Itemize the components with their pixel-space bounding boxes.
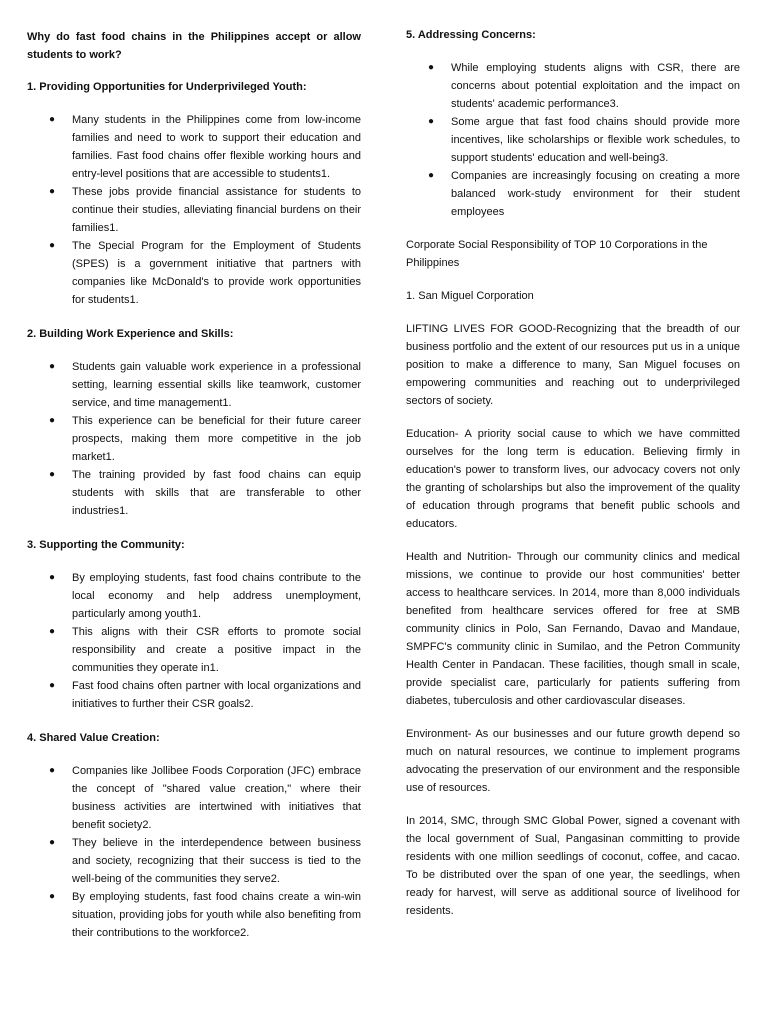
list-item-text: They believe in the interdependence between business and society, recognizing that their success is tied to the well-being of the communities they serve2. <box>72 837 361 885</box>
list-item-text: Companies like Jollibee Foods Corporation (JFC) embrace the concept of "shared value creation," where their business activities are intertwined with initiatives that benefit society2. <box>72 765 361 831</box>
section-heading: 4. Shared Value Creation: <box>27 732 160 744</box>
section-4 <box>27 729 361 942</box>
left-column <box>27 20 361 942</box>
paragraph-lifting-lives: LIFTING LIVES FOR GOOD-Recognizing that the breadth of our business portfolio and the extent of our resources put us in a unique position to make a difference to many, San Miguel focuses on empowering communities and reaching out to underprivileged sectors of society. <box>406 323 740 407</box>
bullet-icon: ● <box>49 891 56 902</box>
list-item-text: This experience can be beneficial for their future career prospects, making them more competitive in the job market1. <box>72 415 361 463</box>
bullet-icon: ● <box>49 572 56 583</box>
paragraph-seedlings: In 2014, SMC, through SMC Global Power, signed a covenant with the local government of Sual, Pangasinan committing to provide residents with one million seedlings of coconut, coffee, and cacao. To be distributed over the span of one year, the seedlings, when ready for harvest, will serve as additional source of livelihood for residents. <box>406 815 740 917</box>
list-item <box>27 358 361 412</box>
question-heading: Why do fast food chains in the Philippines accept or allow students to work? <box>27 31 361 61</box>
list-item-text: Many students in the Philippines come from low-income families and need to work to support their education and families. Fast food chains offer flexible working hours and entry-level positions that are accessible to students1. <box>72 114 361 180</box>
list-item <box>27 237 361 309</box>
bullet-list <box>27 569 361 713</box>
right-column <box>406 20 740 935</box>
section-heading: 2. Building Work Experience and Skills: <box>27 328 234 340</box>
bullet-list <box>27 111 361 309</box>
bullet-icon: ● <box>49 765 56 776</box>
bullet-icon: ● <box>49 680 56 691</box>
list-item-text: While employing students aligns with CSR, there are concerns about potential exploitation and the impact on students' academic performance3. <box>451 62 740 110</box>
section-1 <box>27 78 361 309</box>
list-item <box>27 111 361 183</box>
list-item <box>27 888 361 942</box>
list-item <box>27 412 361 466</box>
bullet-list <box>406 59 740 221</box>
bullet-icon: ● <box>49 240 56 251</box>
list-item-text: Fast food chains often partner with local organizations and initiatives to further their CSR goals2. <box>72 680 361 710</box>
bullet-icon: ● <box>49 469 56 480</box>
list-item-text: This aligns with their CSR efforts to promote social responsibility and create a positive impact in the communities they operate in1. <box>72 626 361 674</box>
list-item <box>27 569 361 623</box>
list-item <box>406 113 740 167</box>
section-2 <box>27 325 361 520</box>
bullet-icon: ● <box>49 415 56 426</box>
section-heading: 3. Supporting the Community: <box>27 539 185 551</box>
bullet-icon: ● <box>49 114 56 125</box>
bullet-icon: ● <box>49 361 56 372</box>
bullet-list <box>27 358 361 520</box>
bullet-list <box>27 762 361 942</box>
list-item-text: Students gain valuable work experience in a professional setting, learning essential skills like teamwork, customer service, and time management1. <box>72 361 361 409</box>
list-item-text: Some argue that fast food chains should provide more incentives, like scholarships or flexible work schedules, to support students' education and well-being3. <box>451 116 740 164</box>
section-3 <box>27 536 361 713</box>
list-item-text: By employing students, fast food chains contribute to the local economy and help address unemployment, particularly among youth1. <box>72 572 361 620</box>
paragraph-health: Health and Nutrition- Through our community clinics and medical missions, we continue to provide our host communities' better access to healthcare services. In 2014, more than 8,000 individuals benefited from healthcare services offered for free at SMB community clinics in Polo, San Fernando, Davao and Mandaue, SMPFC's community clinic in Sumilao, and the Petron Community Health Center in Pandacan. These facilities, though small in scale, provide specialist care, particularly for patients suffering from diabetes, tuberculosis and other cardiovascular diseases. <box>406 551 740 707</box>
section-heading: 1. Providing Opportunities for Underprivileged Youth: <box>27 81 307 93</box>
list-item-text: By employing students, fast food chains create a win-win situation, providing jobs for youth while also benefiting from their contributions to the workforce2. <box>72 891 361 939</box>
list-item-text: The training provided by fast food chains can equip students with skills that are transferable to other industries1. <box>72 469 361 517</box>
list-item <box>406 167 740 221</box>
bullet-icon: ● <box>428 62 435 73</box>
list-item-text: Companies are increasingly focusing on creating a more balanced work-study environment for their student employees <box>451 170 740 218</box>
list-item <box>27 183 361 237</box>
list-item-text: The Special Program for the Employment of Students (SPES) is a government initiative that partners with companies like McDonald's to provide work opportunities for students1. <box>72 240 361 306</box>
list-item <box>27 834 361 888</box>
list-item <box>27 762 361 834</box>
company-heading: 1. San Miguel Corporation <box>406 290 534 302</box>
csr-intro: Corporate Social Responsibility of TOP 10 Corporations in the Philippines <box>406 239 708 269</box>
list-item <box>406 59 740 113</box>
list-item-text: These jobs provide financial assistance for students to continue their studies, alleviating financial burdens on their families1. <box>72 186 361 234</box>
bullet-icon: ● <box>428 116 435 127</box>
paragraph-education: Education- A priority social cause to which we have committed ourselves for the long term is education. Believing firmly in education's power to transform lives, our advocacy covers not only the granting of scholarships but also the improvement of the quality of education through programs that benefit public schools and educators. <box>406 428 740 530</box>
section-heading: 5. Addressing Concerns: <box>406 29 536 41</box>
section-5 <box>406 26 740 221</box>
bullet-icon: ● <box>49 626 56 637</box>
bullet-icon: ● <box>428 170 435 181</box>
bullet-icon: ● <box>49 186 56 197</box>
list-item <box>27 623 361 677</box>
list-item <box>27 466 361 520</box>
paragraph-environment: Environment- As our businesses and our future growth depend so much on natural resources, we continue to implement programs advocating the preservation of our environment and the responsible use of resources. <box>406 728 740 794</box>
bullet-icon: ● <box>49 837 56 848</box>
list-item <box>27 677 361 713</box>
